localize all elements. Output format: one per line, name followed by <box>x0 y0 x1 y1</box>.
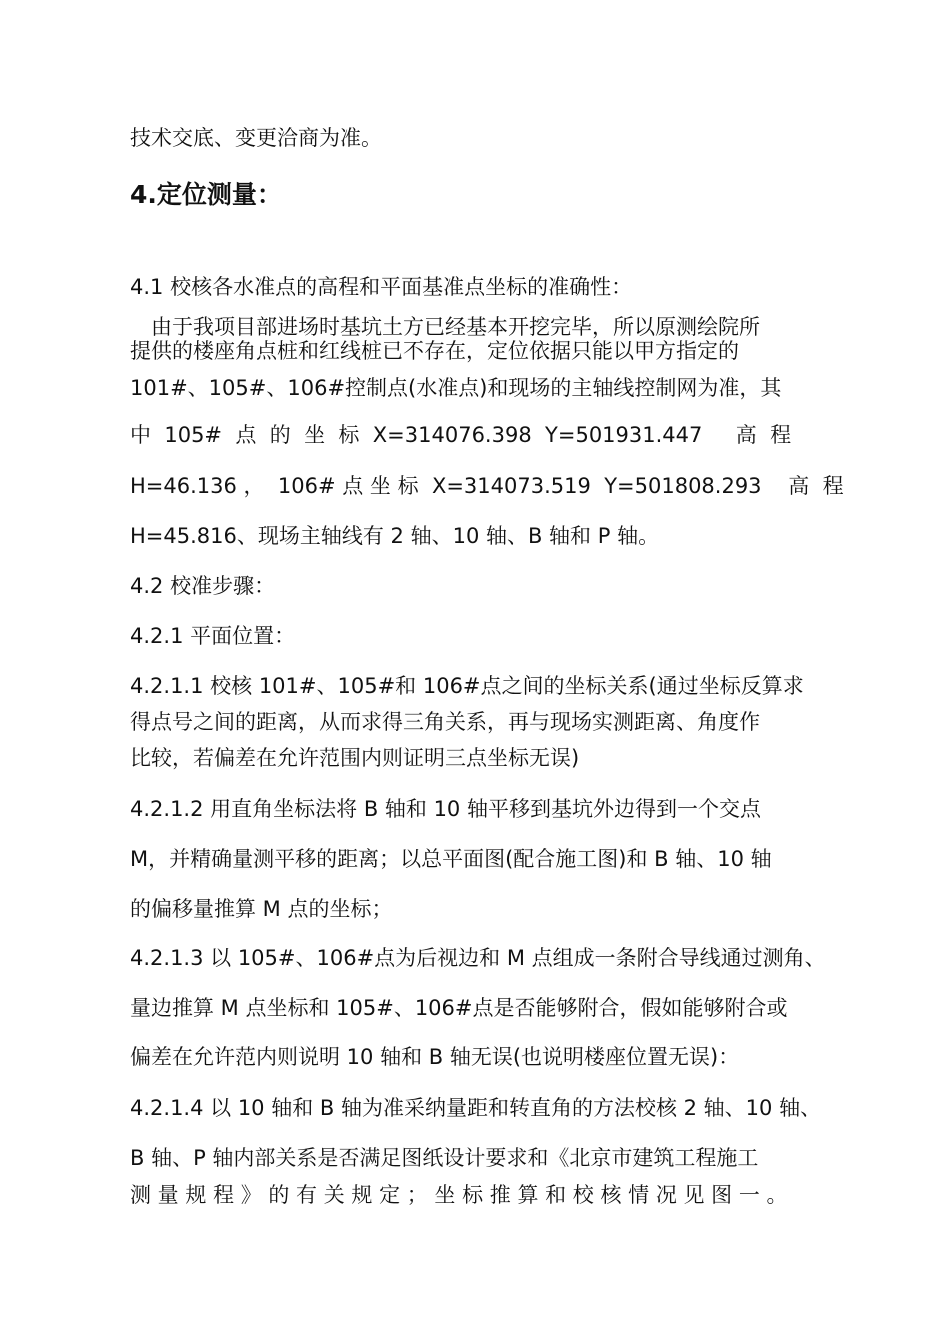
paragraph-line: 比较，若偏差在允许范围内则证明三点坐标无误) <box>130 746 580 770</box>
paragraph-line: 101#、105#、106#控制点(水准点)和现场的主轴线控制网为准，其 <box>130 376 782 400</box>
section-heading: 4.定位测量： <box>130 180 282 209</box>
subsection-heading: 4.2 校准步骤： <box>130 574 276 598</box>
paragraph-line: 偏差在允许范内则说明 10 轴和 B 轴无误(也说明楼座位置无误)： <box>130 1045 740 1069</box>
paragraph-line: 4.2.1.2 用直角坐标法将 B 轴和 10 轴平移到基坑外边得到一个交点 <box>130 797 761 821</box>
paragraph-line: 测 量 规 程 》 的 有 关 规 定 ； 坐 标 推 算 和 校 核 情 况 见 图 一 。 <box>130 1183 788 1207</box>
paragraph-line: 4.2.1.1 校核 101#、105#和 106#点之间的坐标关系(通过坐标反算求 <box>130 674 804 698</box>
paragraph-line: H=46.136 ， 106# 点 坐 标 X=314073.519 Y=501808.293 高 程 <box>130 474 844 498</box>
paragraph-line: 4.2.1.4 以 10 轴和 B 轴为准采纳量距和转直角的方法校核 2 轴、10 轴、 <box>130 1096 822 1120</box>
paragraph-line: 的偏移量推算 M 点的坐标； <box>130 897 393 921</box>
subsection-heading: 4.2.1 平面位置： <box>130 624 296 648</box>
paragraph-line: H=45.816、现场主轴线有 2 轴、10 轴、B 轴和 P 轴。 <box>130 524 660 548</box>
paragraph-line: 由于我项目部进场时基坑土方已经基本开挖完毕，所以原测绘院所 <box>151 315 760 339</box>
paragraph-line: 量边推算 M 点坐标和 105#、106#点是否能够附合，假如能够附合或 <box>130 996 788 1020</box>
paragraph-line: 得点号之间的距离，从而求得三角关系，再与现场实测距离、角度作 <box>130 710 760 734</box>
paragraph-line: 提供的楼座角点桩和红线桩已不存在，定位依据只能以甲方指定的 <box>130 339 739 363</box>
paragraph-line: 4.2.1.3 以 105#、106#点为后视边和 M 点组成一条附合导线通过测角、 <box>130 946 826 970</box>
paragraph-line: M，并精确量测平移的距离；以总平面图(配合施工图)和 B 轴、10 轴 <box>130 847 772 871</box>
subsection-heading: 4.1 校核各水准点的高程和平面基准点坐标的准确性： <box>130 275 633 299</box>
paragraph-line: B 轴、P 轴内部关系是否满足图纸设计要求和《北京市建筑工程施工 <box>130 1146 759 1170</box>
paragraph-line: 中 105# 点 的 坐 标 X=314076.398 Y=501931.447 高 程 <box>130 423 792 447</box>
text-line: 技术交底、变更洽商为准。 <box>130 126 382 150</box>
